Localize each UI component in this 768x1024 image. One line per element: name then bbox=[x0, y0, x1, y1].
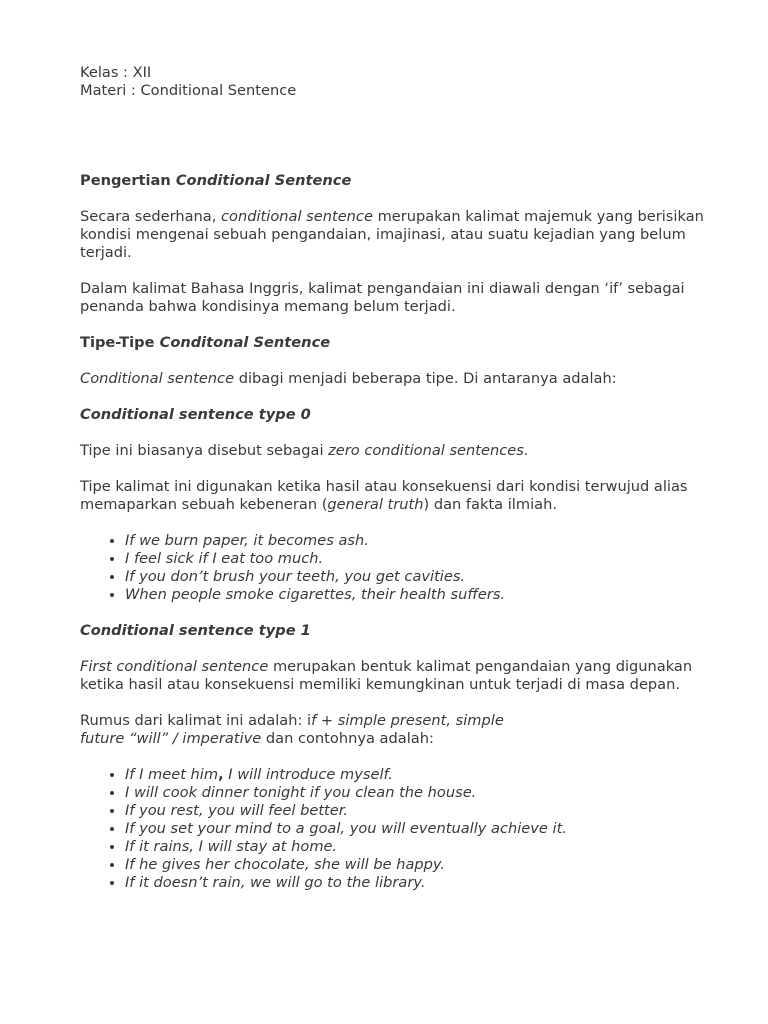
text-run-italic: Conditional sentence bbox=[80, 370, 235, 387]
text-run: dan contohnya adalah: bbox=[261, 730, 434, 747]
list-item: • When people smoke cigarettes, their health suffers. bbox=[125, 586, 720, 604]
text-run-italic: conditional sentence bbox=[221, 208, 373, 225]
document-body bbox=[80, 64, 720, 910]
heading-type-0-text: Conditional sentence type 0 bbox=[80, 406, 311, 423]
paragraph-if: Dalam kalimat Bahasa Inggris, kalimat pengandaian ini diawali dengan ‘if’ sebagai penanda bahwa kondisinya memang belum terjadi. bbox=[80, 280, 685, 315]
list-item: • If you set your mind to a goal, you will eventually achieve it. bbox=[125, 820, 720, 838]
text-run-italic: First conditional sentence bbox=[80, 658, 269, 675]
list-item: • If you don’t brush your teeth, you get cavities. bbox=[125, 568, 720, 586]
text-run: Rumus dari kalimat ini adalah: i bbox=[80, 712, 312, 729]
paragraph-types-intro bbox=[80, 370, 720, 388]
list-item: • If it doesn’t rain, we will go to the library. bbox=[125, 874, 720, 892]
type1-example-list bbox=[80, 766, 720, 892]
list-item: • I feel sick if I eat too much. bbox=[125, 550, 720, 568]
heading-tipe-plain: Tipe-Tipe bbox=[80, 334, 160, 351]
text-run-italic: general truth bbox=[327, 496, 424, 513]
list-item: • If he gives her chocolate, she will be happy. bbox=[125, 856, 720, 874]
text-run-italic: I will introduce myself. bbox=[223, 766, 394, 783]
list-item bbox=[125, 766, 720, 784]
text-run-italic: future “will” / imperative bbox=[80, 730, 262, 747]
heading-type-0 bbox=[80, 406, 720, 424]
text-run: Tipe kalimat ini digunakan ketika hasil atau konsekuensi dari kondisi terwujud alias memaparkan sebuah kebeneran ( bbox=[80, 478, 688, 513]
heading-pengertian-italic: Conditional Sentence bbox=[175, 172, 352, 189]
paragraph-type0-zero bbox=[80, 442, 720, 460]
text-run-bold: , bbox=[218, 766, 224, 783]
paragraph-definition bbox=[80, 208, 720, 262]
heading-type-1-text: Conditional sentence type 1 bbox=[80, 622, 311, 639]
heading-type-1 bbox=[80, 622, 720, 640]
heading-tipe-tipe bbox=[80, 334, 720, 352]
text-run: merupakan bentuk kalimat pengandaian yang digunakan ketika hasil atau konsekuensi memiliki kemungkinan untuk terjadi di masa depan. bbox=[80, 658, 693, 693]
kelas-line: Kelas : XII bbox=[80, 64, 152, 81]
materi-line: Materi : Conditional Sentence bbox=[80, 82, 297, 99]
type0-example-list bbox=[80, 532, 720, 604]
text-run-italic: f + simple present, simple bbox=[311, 712, 504, 729]
paragraph-type1-usage bbox=[80, 658, 720, 694]
list-item: • If we burn paper, it becomes ash. bbox=[125, 532, 720, 550]
paragraph-type0-usage bbox=[80, 478, 720, 514]
heading-tipe-italic: Conditonal Sentence bbox=[159, 334, 331, 351]
text-run: merupakan kalimat majemuk yang berisikan kondisi mengenai sebuah pengandaian, imajinasi, atau suatu kejadian yang belum terjadi. bbox=[80, 208, 704, 261]
list-item: • If you rest, you will feel better. bbox=[125, 802, 720, 820]
text-run: Secara sederhana, bbox=[80, 208, 222, 225]
text-run: dibagi menjadi beberapa tipe. Di antaranya adalah: bbox=[234, 370, 617, 387]
text-run: . bbox=[523, 442, 529, 459]
list-item: • I will cook dinner tonight if you clean the house. bbox=[125, 784, 720, 802]
text-run: Tipe ini biasanya disebut sebagai bbox=[80, 442, 329, 459]
heading-pengertian-plain: Pengertian bbox=[80, 172, 176, 189]
list-item: • If it rains, I will stay at home. bbox=[125, 838, 720, 856]
heading-pengertian bbox=[80, 172, 720, 190]
text-run: ) dan fakta ilmiah. bbox=[423, 496, 557, 513]
paragraph-type1-formula bbox=[80, 712, 720, 748]
text-run-italic: If I meet him bbox=[125, 766, 219, 783]
text-run-italic: zero conditional sentences bbox=[328, 442, 524, 459]
